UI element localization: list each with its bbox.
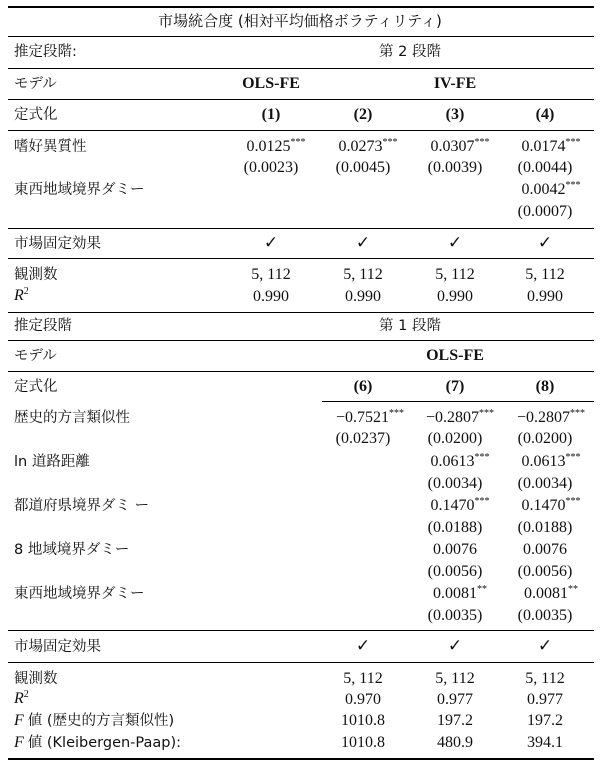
- r2-cell: 0.990: [437, 288, 473, 305]
- obs-cell: 5, 112: [435, 670, 475, 687]
- col-header: (7): [445, 378, 465, 395]
- table-title: 市場統合度 (相対平均価格ボラティリティ): [158, 12, 442, 30]
- rule: [8, 312, 594, 313]
- se-cell: (0.0023): [243, 159, 299, 176]
- coef-cell: 0.0076: [523, 541, 567, 558]
- rule-partial: [322, 401, 594, 402]
- row-label: 東西地域境界ダミー: [14, 586, 145, 602]
- row-label: 嗜好異質性: [14, 139, 87, 155]
- se-cell: (0.0188): [427, 519, 483, 536]
- stage-value: 第 2 段階: [379, 44, 441, 60]
- coef-cell: 0.0081**: [524, 584, 578, 602]
- r2-cell: 0.990: [527, 288, 563, 305]
- rule: [8, 99, 594, 100]
- coef-cell: 0.1470***: [430, 496, 490, 514]
- row-label: ln 道路距離: [14, 454, 90, 470]
- coef-cell: 0.0076: [433, 541, 477, 558]
- obs-cell: 5, 112: [435, 266, 475, 283]
- coef-cell: 0.0307***: [430, 137, 490, 155]
- coef-cell: −0.2807***: [425, 408, 495, 426]
- rule: [8, 340, 594, 341]
- check-icon: ✓: [537, 233, 553, 253]
- f-cell: 197.2: [437, 712, 473, 729]
- model-label: モデル: [14, 76, 57, 92]
- spec-label: 定式化: [14, 107, 58, 123]
- f-cell: 197.2: [527, 712, 563, 729]
- coef-cell: 0.0042***: [521, 180, 581, 198]
- fe-label: 市場固定効果: [14, 639, 101, 655]
- rule: [8, 258, 594, 259]
- coef-cell: −0.2807***: [516, 408, 586, 426]
- se-cell: (0.0045): [335, 159, 391, 176]
- rule: [8, 36, 594, 37]
- row-label: 歴史的方言類似性: [14, 410, 130, 426]
- r2-cell: 0.970: [345, 691, 381, 708]
- col-header: (4): [535, 106, 555, 123]
- check-icon: ✓: [263, 233, 279, 253]
- coef-cell: 0.0613***: [430, 452, 490, 470]
- se-cell: (0.0035): [517, 607, 573, 624]
- rule: [8, 662, 594, 663]
- f-cell: 1010.8: [341, 734, 385, 751]
- f-cell: 1010.8: [341, 712, 385, 729]
- se-cell: (0.0034): [517, 475, 573, 492]
- stage-value: 第 1 段階: [379, 318, 441, 334]
- rule: [8, 371, 594, 372]
- se-cell: (0.0237): [335, 430, 391, 447]
- col-header: (3): [445, 106, 465, 123]
- coef-cell: 0.1470***: [521, 496, 581, 514]
- se-cell: (0.0035): [427, 607, 483, 624]
- model-ols-header: OLS-FE: [426, 347, 484, 364]
- rule: [8, 630, 594, 631]
- f-cell: 480.9: [437, 734, 473, 751]
- obs-cell: 5, 112: [525, 266, 565, 283]
- obs-cell: 5, 112: [343, 266, 383, 283]
- coef-cell: 0.0174***: [521, 137, 581, 155]
- r2-cell: 0.990: [345, 288, 381, 305]
- model-iv-header: IV-FE: [433, 75, 477, 92]
- obs-cell: 5, 112: [343, 670, 383, 687]
- obs-label: 観測数: [14, 671, 58, 687]
- se-cell: (0.0188): [517, 519, 573, 536]
- se-cell: (0.0034): [427, 475, 483, 492]
- obs-cell: 5, 112: [525, 670, 565, 687]
- col-header: (8): [535, 378, 555, 395]
- se-cell: (0.0044): [517, 159, 573, 176]
- f-dialect-label: F 値 (歴史的方言類似性): [14, 712, 175, 729]
- col-header: (2): [353, 106, 373, 123]
- rule: [8, 130, 594, 131]
- f-cell: 394.1: [527, 734, 563, 751]
- se-cell: (0.0056): [517, 563, 573, 580]
- model-ols-header: OLS-FE: [242, 75, 300, 92]
- se-cell: (0.0039): [427, 159, 483, 176]
- row-label: 8 地域境界ダミー: [14, 542, 130, 558]
- check-icon: ✓: [447, 636, 463, 656]
- stage-label: 推定段階: [14, 318, 72, 334]
- r2-label: $R^2$: [14, 689, 29, 707]
- coef-cell: 0.0613***: [521, 452, 581, 470]
- model-label: モデル: [14, 348, 57, 364]
- rule-top: [8, 6, 594, 8]
- se-cell: (0.0200): [427, 430, 483, 447]
- se-cell: (0.0200): [517, 430, 573, 447]
- r2-cell: 0.977: [437, 691, 473, 708]
- row-label: 都道府県境界ダミ ー: [14, 498, 150, 514]
- check-icon: ✓: [537, 636, 553, 656]
- col-header: (6): [353, 378, 373, 395]
- r2-cell: 0.990: [253, 288, 289, 305]
- r2-label: $R^2$: [14, 286, 29, 304]
- stage-label: 推定段階:: [14, 44, 77, 60]
- col-header: (1): [261, 106, 281, 123]
- r2-cell: 0.977: [527, 691, 563, 708]
- coef-cell: −0.7521***: [335, 408, 405, 426]
- rule: [8, 228, 594, 229]
- check-icon: ✓: [355, 636, 371, 656]
- coef-cell: 0.0273***: [338, 137, 398, 155]
- f-kp-label: F 値 (Kleibergen-Paap):: [14, 734, 182, 751]
- obs-cell: 5, 112: [251, 266, 291, 283]
- spec-label: 定式化: [14, 379, 58, 395]
- row-label: 東西地域境界ダミー: [14, 182, 145, 198]
- coef-cell: 0.0125***: [246, 137, 306, 155]
- obs-label: 観測数: [14, 267, 58, 283]
- se-cell: (0.0007): [517, 203, 573, 220]
- se-cell: (0.0056): [427, 563, 483, 580]
- rule-bottom: [8, 758, 594, 760]
- fe-label: 市場固定効果: [14, 236, 101, 252]
- check-icon: ✓: [447, 233, 463, 253]
- check-icon: ✓: [355, 233, 371, 253]
- coef-cell: 0.0081**: [433, 584, 487, 602]
- rule: [8, 68, 594, 69]
